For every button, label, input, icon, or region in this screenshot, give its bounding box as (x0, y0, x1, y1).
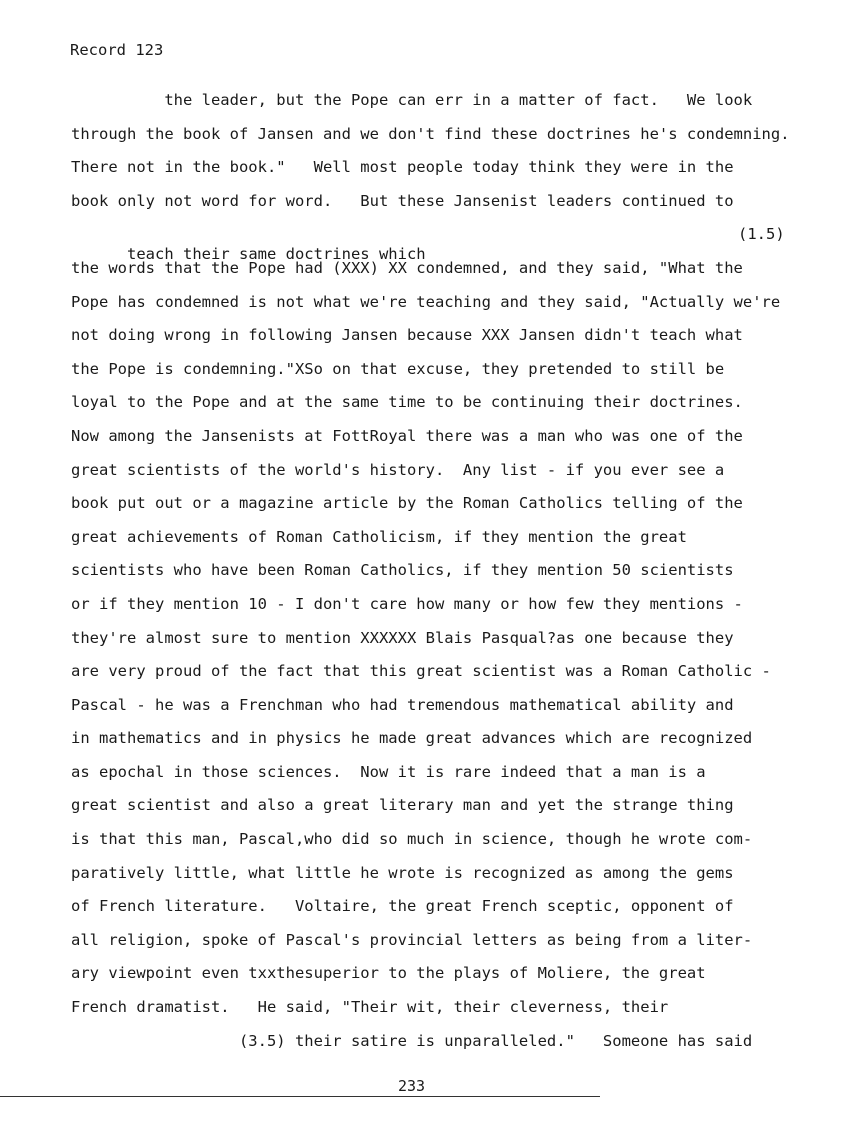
text-line: the words that the Pope had (XXX) XX condemned, and they said, "What the (71, 258, 743, 277)
text-line: great scientist and also a great literary man and yet the strange thing (71, 796, 734, 815)
text-line: not doing wrong in following Jansen because XXX Jansen didn't teach what (71, 326, 743, 345)
text-line: Pope has condemned is not what we're teaching and they said, "Actually we're (71, 292, 781, 311)
text-line: Now among the Jansenists at FottRoyal there was a man who was one of the (71, 426, 743, 445)
text-line: as epochal in those sciences. Now it is rare indeed that a man is a (71, 762, 706, 781)
text-line: French dramatist. He said, "Their wit, their cleverness, their (71, 998, 669, 1017)
text-line: through the book of Jansen and we don't find these doctrines he's condemning. (71, 124, 790, 143)
text-line: the Pope is condemning."XSo on that excuse, they pretended to still be (71, 359, 725, 378)
text-line: of French literature. Voltaire, the great French sceptic, opponent of (71, 897, 734, 916)
footer-rule (0, 1096, 600, 1097)
page-number: 233 (398, 1077, 426, 1095)
text-line: they're almost sure to mention XXXXXX Blais Pasqual?as one because they (71, 628, 734, 647)
text-line: teach their same doctrines which (127, 245, 426, 264)
text-line: There not in the book." Well most people today think they were in the (71, 158, 734, 177)
text-line: great scientists of the world's history. Any list - if you ever see a (71, 460, 725, 479)
text-line: Pascal - he was a Frenchman who had tremendous mathematical ability and (71, 695, 734, 714)
text-line: the leader, but the Pope can err in a matter of fact. We look (71, 91, 753, 109)
time-marker: (1.5) (738, 225, 785, 244)
text-line: loyal to the Pope and at the same time to be continuing their doctrines. (71, 393, 743, 412)
text-line: in mathematics and in physics he made great advances which are recognized (71, 729, 753, 748)
text-line: ary viewpoint even txxthesuperior to the plays of Moliere, the great (71, 964, 706, 983)
text-line: are very proud of the fact that this great scientist was a Roman Catholic - (71, 662, 771, 681)
text-line: is that this man, Pascal,who did so much in science, though he wrote com- (71, 830, 753, 849)
text-line: book only not word for word. But these Jansenist leaders continued to (71, 191, 734, 210)
text-line: book put out or a magazine article by the Roman Catholics telling of the (71, 494, 743, 513)
text-line: or if they mention 10 - I don't care how many or how few they mentions - (71, 594, 743, 613)
text-line: all religion, spoke of Pascal's provincial letters as being from a liter- (71, 930, 753, 949)
text-line: (3.5) their satire is unparalleled." Someone has said (71, 1031, 753, 1050)
text-line: great achievements of Roman Catholicism, if they mention the great (71, 527, 687, 546)
text-line-with-marker (71, 224, 846, 264)
text-line: scientists who have been Roman Catholics, if they mention 50 scientists (71, 561, 734, 580)
text-line: paratively little, what little he wrote is recognized as among the gems (71, 863, 734, 882)
record-label: Record 123 (70, 41, 164, 59)
transcript-body (71, 90, 846, 1064)
